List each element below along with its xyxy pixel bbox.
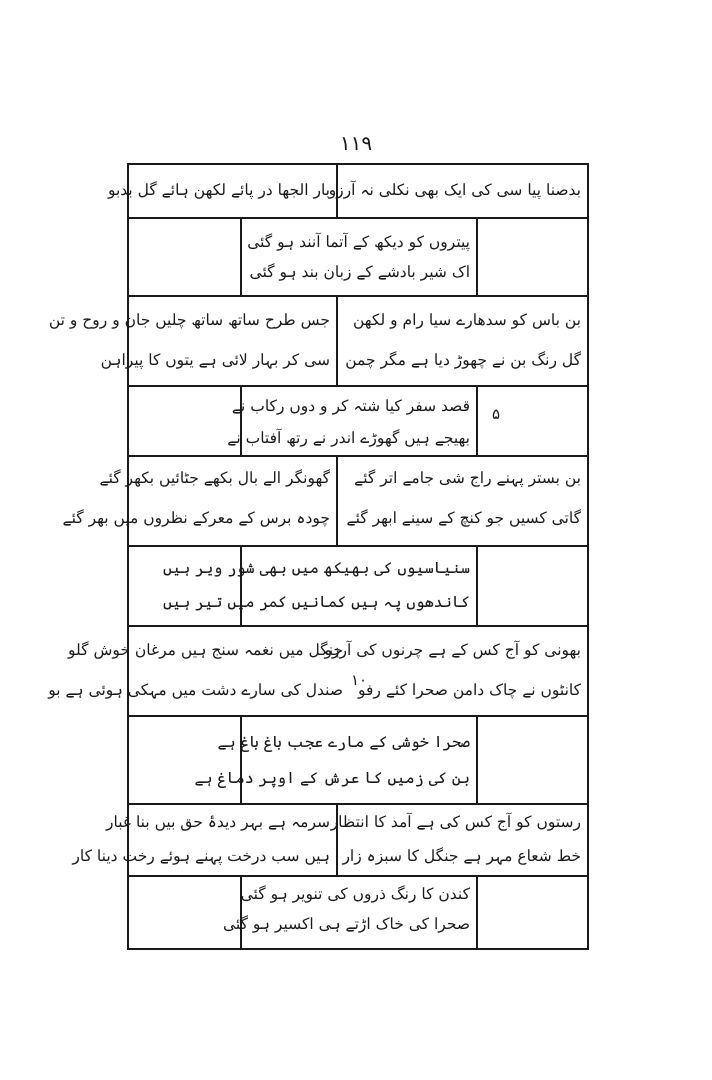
verse-line: بدصنا پیا سی کی ایک بھی نکلی نہ آرزو bbox=[328, 181, 581, 199]
stanza-4-left-cell bbox=[48, 627, 349, 715]
stanza-1-center-cell bbox=[242, 219, 478, 295]
verse-line: گاتی کسیں جو کنچ کے سینے ابھر گئے bbox=[346, 509, 581, 527]
stanza-5-top-row bbox=[72, 803, 587, 875]
stanza-2-center-cell bbox=[227, 387, 478, 455]
stanza-5-left-cell bbox=[72, 805, 336, 875]
stanza-4-top-row bbox=[48, 625, 587, 715]
poem-table bbox=[48, 163, 589, 950]
stanza-5-center-row bbox=[129, 875, 587, 948]
stanza-3-right-cell bbox=[336, 457, 587, 545]
empty-cell bbox=[478, 387, 587, 455]
verse-line: گھونگر الے بال بکھے جٹائیں بکھر گئے bbox=[99, 469, 330, 487]
stanza-5-center-cell bbox=[223, 877, 478, 948]
verse-line: رستوں کو آج کس کی ہے آمد کا انتظار bbox=[330, 813, 581, 831]
stanza-number: ۵ bbox=[492, 405, 501, 423]
verse-line: قصد سفر کیا شتہ کر و دوں رکاب نے bbox=[231, 397, 470, 415]
verse-line: بن کی زمیں کا عرش کے اوپر دماغ ہے bbox=[194, 769, 470, 787]
stanza-2-left-cell bbox=[48, 297, 336, 385]
stanza-2-right-cell bbox=[336, 297, 587, 385]
empty-cell bbox=[129, 219, 242, 295]
verse-line: گل رنگ بن نے چھوڑ دیا ہے مگر چمن bbox=[345, 351, 581, 369]
stanza-4-center-cell bbox=[194, 717, 478, 803]
verse-line: صحرا کی خاک اڑتے ہی اکسیر ہو گئی bbox=[223, 915, 470, 933]
stanza-3-center-row bbox=[129, 545, 587, 625]
stanza-number: ۱۰ bbox=[351, 671, 368, 689]
empty-cell bbox=[129, 387, 242, 455]
verse-line: صندل کی سارے دشت میں مہکی ہوئی ہے بو bbox=[48, 681, 343, 699]
verse-line: پیتروں کو دیکھ کے آتما آنند ہو گئی bbox=[247, 233, 470, 251]
stanza-1-left-cell bbox=[107, 165, 336, 217]
stanza-3-center-cell bbox=[163, 547, 478, 625]
verse-line: کانٹوں نے چاک دامن صحرا کئے رفو bbox=[358, 681, 581, 699]
verse-line: سرمہ ہے بہر دیدۂ حق بیں بنا غبار bbox=[106, 813, 330, 831]
empty-cell bbox=[478, 717, 587, 803]
stanza-1-center-row bbox=[129, 217, 587, 295]
verse-line: بن بستر پہنے راج شی جامے اتر گئے bbox=[354, 469, 581, 487]
empty-cell bbox=[129, 877, 242, 948]
stanza-4-center-row bbox=[129, 715, 587, 803]
verse-line: صحرا خوشی کے مارے عجب باغ باغ ہے bbox=[217, 733, 470, 751]
empty-cell bbox=[478, 547, 587, 625]
verse-line: ہیں سب درخت پہنے ہوئے رخت دینا کار bbox=[72, 847, 330, 865]
verse-line: چودہ برس کے معرکے نظروں میں بھر گئے bbox=[62, 509, 330, 527]
verse-line: کندن کا رنگ ذروں کی تنویر ہو گئی bbox=[240, 885, 470, 903]
empty-cell bbox=[478, 219, 587, 295]
stanza-3-left-cell bbox=[62, 457, 336, 545]
verse-line: اک شیر بادشے کے زبان بند ہو گئی bbox=[249, 263, 470, 281]
verse-line: جس طرح ساتھ ساتھ چلیں جان و روح و تن bbox=[48, 311, 330, 329]
verse-line: بار الجھا در پائے لکھن ہائے گل بدبو bbox=[107, 181, 330, 199]
verse-line: بھونی کو آج کس کے ہے چرنوں کی آرزو bbox=[324, 641, 581, 659]
stanza-2-top-row bbox=[48, 295, 587, 385]
verse-line: جنگل میں نغمہ سنج ہیں مرغان خوش گلو bbox=[68, 641, 343, 659]
verse-line: سنیاسیوں کی بھیکھ میں بھی شور ویر ہیں bbox=[163, 559, 470, 577]
page-number: ۱۱۹ bbox=[339, 131, 373, 155]
verse-line: سی کر بہار لائی ہے یتوں کا پیراہن bbox=[100, 351, 330, 369]
verse-line: خط شعاع مہر ہے جنگل کا سبزہ زار bbox=[342, 847, 581, 865]
stanza-1-right-cell bbox=[328, 165, 587, 217]
stanza-1-top-row bbox=[107, 165, 587, 217]
stanza-5-right-cell bbox=[330, 805, 587, 875]
stanza-3-top-row bbox=[62, 455, 587, 545]
stanza-2-center-row bbox=[129, 385, 587, 455]
verse-line: کاندھوں پہ ہیں کمانیں کمر میں تیر ہیں bbox=[163, 593, 470, 611]
empty-cell bbox=[129, 717, 242, 803]
verse-line: بن باس کو سدھارے سیا رام و لکھن bbox=[352, 311, 581, 329]
verse-line: بھیجے ہیں گھوڑے اندر نے رتھ آفتاب نے bbox=[227, 429, 470, 447]
empty-cell bbox=[478, 877, 587, 948]
